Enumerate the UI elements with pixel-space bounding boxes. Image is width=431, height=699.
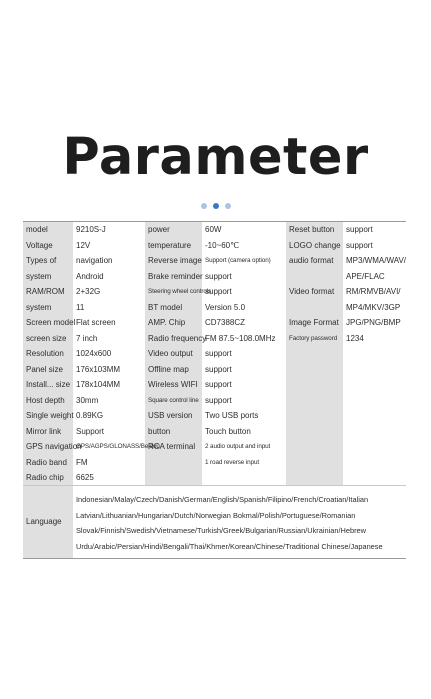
spec-label: Radio band — [26, 457, 67, 467]
spec-label: Image Format — [289, 318, 339, 327]
spec-value: FM — [76, 457, 88, 467]
spec-value: support — [205, 380, 232, 389]
indicator-dot-active[interactable] — [213, 203, 219, 209]
spec-label: AMP. Chip — [148, 318, 186, 327]
spec-label: Panel size — [26, 364, 63, 374]
spec-value: support — [346, 225, 373, 234]
spec-label: screen size — [26, 333, 67, 343]
spec-value: CD7388CZ — [205, 318, 246, 327]
spec-label: temperature — [148, 240, 192, 250]
spec-value: support — [205, 364, 232, 374]
spec-value: 11 — [76, 302, 85, 312]
spec-value: 0.89KG — [76, 411, 104, 420]
spec-value: Android — [76, 271, 104, 281]
spec-label: Radio frequency — [148, 333, 207, 343]
spec-label: LOGO change — [289, 240, 341, 250]
spec-label: GPS navigation — [26, 442, 82, 451]
spec-label: Mirror link — [26, 426, 62, 436]
spec-label: Wireless WIFI — [148, 380, 198, 389]
spec-label: system — [26, 271, 52, 281]
spec-value: APE/FLAC — [346, 271, 385, 281]
table-bottom-border — [23, 558, 406, 559]
spec-value: Flat screen — [76, 318, 116, 327]
spec-value: support — [205, 395, 232, 405]
spec-label: Radio chip — [26, 473, 64, 482]
spec-value: 12V — [76, 240, 91, 250]
spec-value: JPG/PNG/BMP — [346, 318, 401, 327]
spec-label: system — [26, 302, 52, 312]
spec-value: support — [205, 349, 232, 358]
spec-value: Version 5.0 — [205, 302, 246, 312]
spec-value: support — [205, 271, 232, 281]
spec-value: 1 road reverse input — [205, 458, 260, 466]
spec-label: Screen model — [26, 318, 76, 327]
spec-label: Resolution — [26, 349, 64, 358]
spec-label: Brake reminder — [148, 271, 203, 281]
spec-label: Video format — [289, 287, 335, 296]
indicator-dot[interactable] — [201, 203, 207, 209]
spec-value: MP4/MKV/3GP — [346, 302, 401, 312]
spec-value: GPS/AGPS/GLONASS/Beidou — [76, 443, 160, 450]
spec-value: FM 87.5~108.0MHz — [205, 333, 276, 343]
spec-value: support — [346, 240, 373, 250]
spec-value: 176x103MM — [76, 364, 121, 374]
spec-value: 2+32G — [76, 287, 101, 296]
spec-label: Steering wheel controls — [148, 288, 212, 295]
spec-value: 2 audio output and input — [205, 443, 271, 450]
spec-label: Voltage — [26, 240, 53, 250]
language-line: Indonesian/Malay/Czech/Danish/German/English/Spanish/Filipino/French/Croatian/Italian — [76, 495, 369, 504]
language-line: Urdu/Arabic/Persian/Hindi/Bengali/Thai/Khmer/Korean/Chinese/Traditional Chinese/Japanese — [76, 542, 383, 551]
spec-label: Host depth — [26, 395, 65, 405]
spec-value: 7 inch — [76, 333, 98, 343]
spec-value: 178x104MM — [76, 380, 121, 389]
spec-label: RAM/ROM — [26, 287, 65, 296]
spec-label: power — [148, 225, 170, 234]
language-line: Latvian/Lithuanian/Hungarian/Dutch/Norwegian Bokmal/Polish/Portuguese/Romanian — [76, 511, 356, 520]
spec-label: Reset button — [289, 225, 335, 234]
spec-label: BT model — [148, 302, 183, 312]
spec-label: Offline map — [148, 364, 189, 374]
indicator-dot[interactable] — [225, 203, 231, 209]
spec-value: RM/RMVB/AVI/ — [346, 287, 401, 296]
spec-value: 1234 — [346, 333, 364, 343]
spec-label: RCA terminal — [148, 442, 196, 451]
carousel-indicator — [0, 196, 431, 214]
spec-value: 1024x600 — [76, 349, 112, 358]
page-title: Parameter — [62, 128, 369, 187]
spec-label: Video output — [148, 349, 193, 358]
spec-value: navigation — [76, 256, 113, 265]
spec-value: -10~60℃ — [205, 240, 240, 250]
spec-label: Factory password — [289, 334, 338, 342]
spec-value: MP3/WMA/WAV/ — [346, 256, 406, 265]
spec-value: 30mm — [76, 395, 99, 405]
spec-label: Single weight — [26, 411, 74, 420]
spec-value: 60W — [205, 225, 222, 234]
spec-label: Install... size — [26, 380, 71, 389]
spec-label: Square control line — [148, 396, 199, 404]
language-line: Slovak/Finnish/Swedish/Vietnamese/Turkish/Greek/Bulgarian/Russian/Ukrainian/Hebrew — [76, 526, 367, 535]
spec-label: button — [148, 426, 171, 436]
spec-label: USB version — [148, 411, 193, 420]
spec-value: Touch button — [205, 426, 251, 436]
spec-value: Support (camera option) — [205, 257, 271, 264]
spec-label: Types of — [26, 256, 57, 265]
spec-value: Two USB ports — [205, 411, 259, 420]
language-label: Language — [26, 517, 62, 526]
spec-value: support — [205, 287, 232, 296]
spec-value: 9210S-J — [76, 225, 106, 234]
spec-value: Support — [76, 426, 105, 436]
spec-label: model — [26, 225, 48, 234]
spec-label: audio format — [289, 256, 334, 265]
spec-label: Reverse image — [148, 256, 202, 265]
spec-value: 6625 — [76, 473, 94, 482]
spec-table — [23, 221, 406, 559]
